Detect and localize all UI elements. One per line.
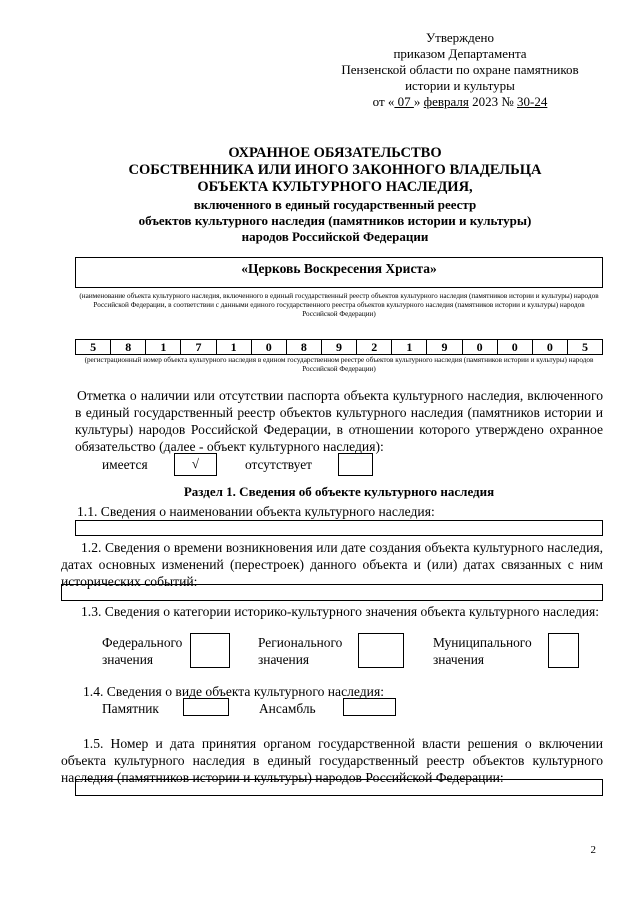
doc-subtitle-line-1: включенного в единый государственный реестр — [193, 197, 477, 212]
passport-text: Отметка о наличии или отсутствии паспорта объекта культурного наследия, включенного в единый государственный реестр объектов культурного наследия (памятников истории и культуры) народов Российской Федерации, в отношении которого утверждено охранное обязательство (далее - объект культурного наследия): — [75, 388, 603, 454]
passport-absent-label: отсутствует — [245, 457, 312, 472]
reg-digit: 7 — [181, 339, 216, 355]
item-1-2-label: 1.2. Сведения о времени возникновения или дате создания объекта культурного наследия, датах основных изменений (перестроек) данного объекта и (или) датах связанных с ним исторических событий: — [61, 540, 603, 589]
reg-digit: 2 — [357, 339, 392, 355]
doc-title-line-2: СОБСТВЕННИКА ИЛИ ИНОГО ЗАКОННОГО ВЛАДЕЛЬЦА — [128, 162, 542, 178]
category-municipal-label: Муниципального значения — [433, 635, 532, 667]
item-1-5-label: 1.5. Номер и дата принятия органом государственной власти решения о включении объекта культурного наследия в единый государственный реестр объектов культурного наследия (памятников истории и культуры) народов Российской Федерации: — [61, 736, 603, 785]
doc-subtitle-line-3: народов Российской Федерации — [241, 229, 429, 244]
item-1-3-label: 1.3. Сведения о категории историко-культурного значения объекта культурного наследия: — [81, 604, 600, 619]
doc-subtitle-line-2: объектов культурного наследия (памятников истории и культуры) — [138, 213, 532, 228]
passport-has-checkbox[interactable] — [174, 453, 217, 476]
kind-ensemble-label: Ансамбль — [259, 701, 316, 716]
passport-absent-checkbox[interactable] — [338, 453, 373, 476]
reg-digit: 5 — [75, 339, 111, 355]
passport-has-label: имеется — [102, 457, 148, 472]
approval-line-4: истории и культуры — [405, 78, 515, 93]
approval-line-2: приказом Департамента — [393, 46, 527, 61]
registration-number-caption: (регистрационный номер объекта культурного наследия в едином государственном реестре объектов культурного наследия (памятников истории и культуры) народов Российской Федерации) — [84, 356, 594, 373]
reg-digit: 0 — [463, 339, 498, 355]
reg-digit: 0 — [533, 339, 568, 355]
reg-digit: 1 — [146, 339, 181, 355]
approval-day: 07 — [394, 94, 414, 109]
object-name-field[interactable] — [75, 257, 603, 288]
category-federal-checkbox[interactable] — [190, 633, 230, 668]
kind-monument-checkbox[interactable] — [183, 698, 229, 716]
item-1-1-label: 1.1. Сведения о наименовании объекта культурного наследия: — [77, 504, 435, 519]
reg-digit: 0 — [498, 339, 533, 355]
kind-ensemble-checkbox[interactable] — [343, 698, 396, 716]
reg-digit: 0 — [252, 339, 287, 355]
kind-monument-label: Памятник — [102, 701, 159, 716]
item-1-4-label: 1.4. Сведения о виде объекта культурного наследия: — [83, 684, 384, 699]
section-1-heading: Раздел 1. Сведения об объекте культурного наследия — [183, 484, 495, 499]
reg-digit: 8 — [287, 339, 322, 355]
reg-digit: 9 — [427, 339, 462, 355]
reg-digit: 8 — [111, 339, 146, 355]
reg-digit: 1 — [217, 339, 252, 355]
category-regional-label: Регионального значения — [258, 635, 343, 667]
registration-number-field[interactable] — [75, 339, 603, 355]
item-1-5-field[interactable] — [75, 779, 603, 796]
object-name: «Церковь Воскресения Христа» — [241, 261, 437, 276]
item-1-2-field[interactable] — [61, 584, 603, 601]
approval-line-1: Утверждено — [425, 30, 495, 45]
object-name-caption: (наименование объекта культурного наследия, включенного в единый государственный реестр объектов культурного наследия (памятников истории и культуры) народов Российской Федерации, в соответствии с данными единого государственного реестра объектов культурного наследия (памятников истории и культуры) народов Российской Федерации) — [79, 292, 599, 318]
approval-date: от « 07 » февраля 2023 № 30-24 — [372, 94, 548, 109]
approval-block — [300, 30, 620, 110]
category-federal-label: Федерального значения — [102, 635, 183, 667]
approval-month: февраля — [423, 94, 469, 109]
approval-number: 30-24 — [517, 94, 548, 109]
page-number: 2 — [590, 844, 596, 856]
reg-digit: 5 — [568, 339, 603, 355]
category-municipal-checkbox[interactable] — [548, 633, 579, 668]
approval-line-3: Пензенской области по охране памятников — [341, 62, 579, 77]
doc-title-line-3: ОБЪЕКТА КУЛЬТУРНОГО НАСЛЕДИЯ, — [197, 179, 473, 195]
doc-title-line-1: ОХРАННОЕ ОБЯЗАТЕЛЬСТВО — [228, 145, 442, 161]
item-1-1-field[interactable] — [75, 520, 603, 536]
category-regional-checkbox[interactable] — [358, 633, 404, 668]
reg-digit: 1 — [392, 339, 427, 355]
reg-digit: 9 — [322, 339, 357, 355]
check-mark-icon: √ — [191, 456, 200, 471]
